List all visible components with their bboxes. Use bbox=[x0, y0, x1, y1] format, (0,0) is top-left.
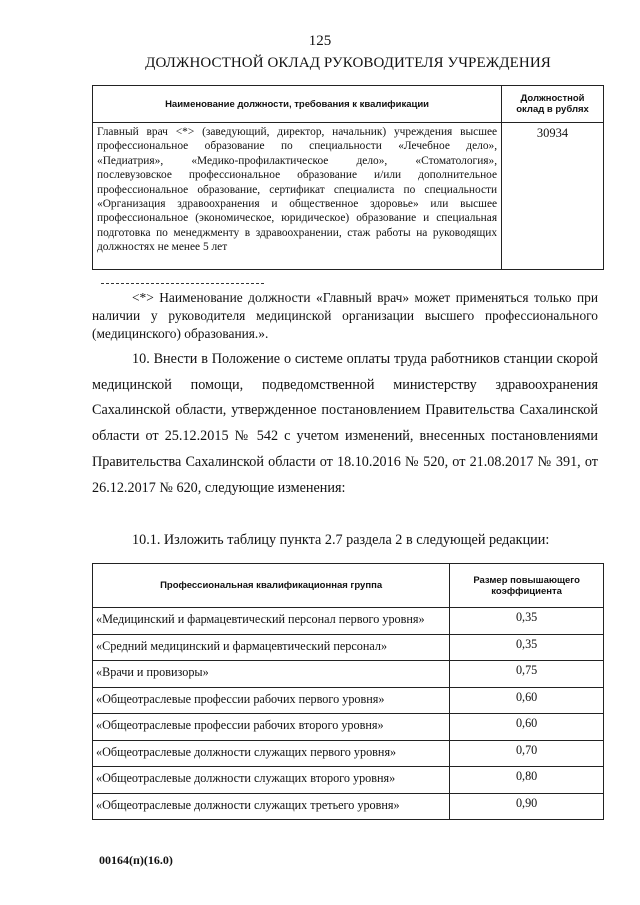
footnote-text: <*> Наименование должности «Главный врач» может применяться только при наличии у руководителя медицинской организации высшего профессионального (медицинского) образования.». bbox=[92, 290, 598, 341]
salary-table-header-position: Наименование должности, требования к квалификации bbox=[93, 86, 502, 123]
group-name: «Общеотраслевые должности служащих второго уровня» bbox=[93, 767, 450, 794]
table-row bbox=[93, 634, 604, 661]
paragraph-10-text: 10. Внести в Положение о системе оплаты труда работников станции скорой медицинской помощи, подведомственной министерству здравоохранения Сахалинской области, утвержденное постановлением Правительства Сахалинской области от 25.12.2015 № 542 с учетом изменений, внесенных постановлениями Правительства Сахалинской области от 18.10.2016 № 520, от 21.08.2017 № 391, от 26.12.2017 № 620, следующие изменения: bbox=[92, 351, 598, 496]
table-row bbox=[93, 740, 604, 767]
group-name: «Врачи и провизоры» bbox=[93, 661, 450, 688]
paragraph-10-1 bbox=[92, 528, 598, 553]
group-name: «Средний медицинский и фармацевтический персонал» bbox=[93, 634, 450, 661]
footnote-separator bbox=[101, 283, 264, 284]
position-description: Главный врач <*> (заведующий, директор, начальник) учреждения высшее профессиональное образование по специальности «Лечебное дело», «Педиатрия», «Медико-профилактическое дело», «Стоматология», послевузовское профессиональное образование и/или дополнительное профессиональное образование, сертификат специалиста по специальности «Организация здравоохранения и общественное здоровье» или высшее профессиональное (экономическое, юридическое) образование и специальная подготовка по менеджменту в здравоохранении, стаж работы на руководящих должностях не менее 5 лет bbox=[93, 123, 502, 270]
table-row bbox=[93, 793, 604, 820]
group-name: «Общеотраслевые должности служащих третьего уровня» bbox=[93, 793, 450, 820]
coefficient-table bbox=[92, 563, 604, 820]
table-row bbox=[93, 608, 604, 635]
salary-value: 30934 bbox=[502, 123, 604, 270]
page-number: 125 bbox=[308, 33, 332, 49]
coefficient-value: 0,35 bbox=[450, 634, 604, 661]
coefficient-table-header-value: Размер повышающего коэффициента bbox=[450, 564, 604, 608]
group-name: «Общеотраслевые профессии рабочих второго уровня» bbox=[93, 714, 450, 741]
table-row bbox=[93, 767, 604, 794]
paragraph-10 bbox=[92, 347, 598, 501]
group-name: «Общеотраслевые должности служащих первого уровня» bbox=[93, 740, 450, 767]
salary-table-header-salary: Должностной оклад в рублях bbox=[502, 86, 604, 123]
coefficient-value: 0,70 bbox=[450, 740, 604, 767]
footnote bbox=[92, 289, 598, 343]
coefficient-table-header-row bbox=[93, 564, 604, 608]
coefficient-value: 0,35 bbox=[450, 608, 604, 635]
salary-table bbox=[92, 85, 604, 270]
table-row bbox=[93, 661, 604, 688]
paragraph-10-1-text: 10.1. Изложить таблицу пункта 2.7 раздела 2 в следующей редакции: bbox=[132, 532, 550, 548]
salary-table-header-row bbox=[93, 86, 604, 123]
group-name: «Общеотраслевые профессии рабочих первого уровня» bbox=[93, 687, 450, 714]
table-row bbox=[93, 687, 604, 714]
coefficient-table-header-group: Профессиональная квалификационная группа bbox=[93, 564, 450, 608]
coefficient-value: 0,60 bbox=[450, 714, 604, 741]
document-code: 00164(п)(16.0) bbox=[99, 853, 173, 867]
coefficient-value: 0,60 bbox=[450, 687, 604, 714]
table-row bbox=[93, 123, 604, 270]
coefficient-value: 0,90 bbox=[450, 793, 604, 820]
group-name: «Медицинский и фармацевтический персонал первого уровня» bbox=[93, 608, 450, 635]
table-row bbox=[93, 714, 604, 741]
page-title: ДОЛЖНОСТНОЙ ОКЛАД РУКОВОДИТЕЛЯ УЧРЕЖДЕНИЯ bbox=[145, 55, 551, 71]
coefficient-value: 0,80 bbox=[450, 767, 604, 794]
coefficient-value: 0,75 bbox=[450, 661, 604, 688]
